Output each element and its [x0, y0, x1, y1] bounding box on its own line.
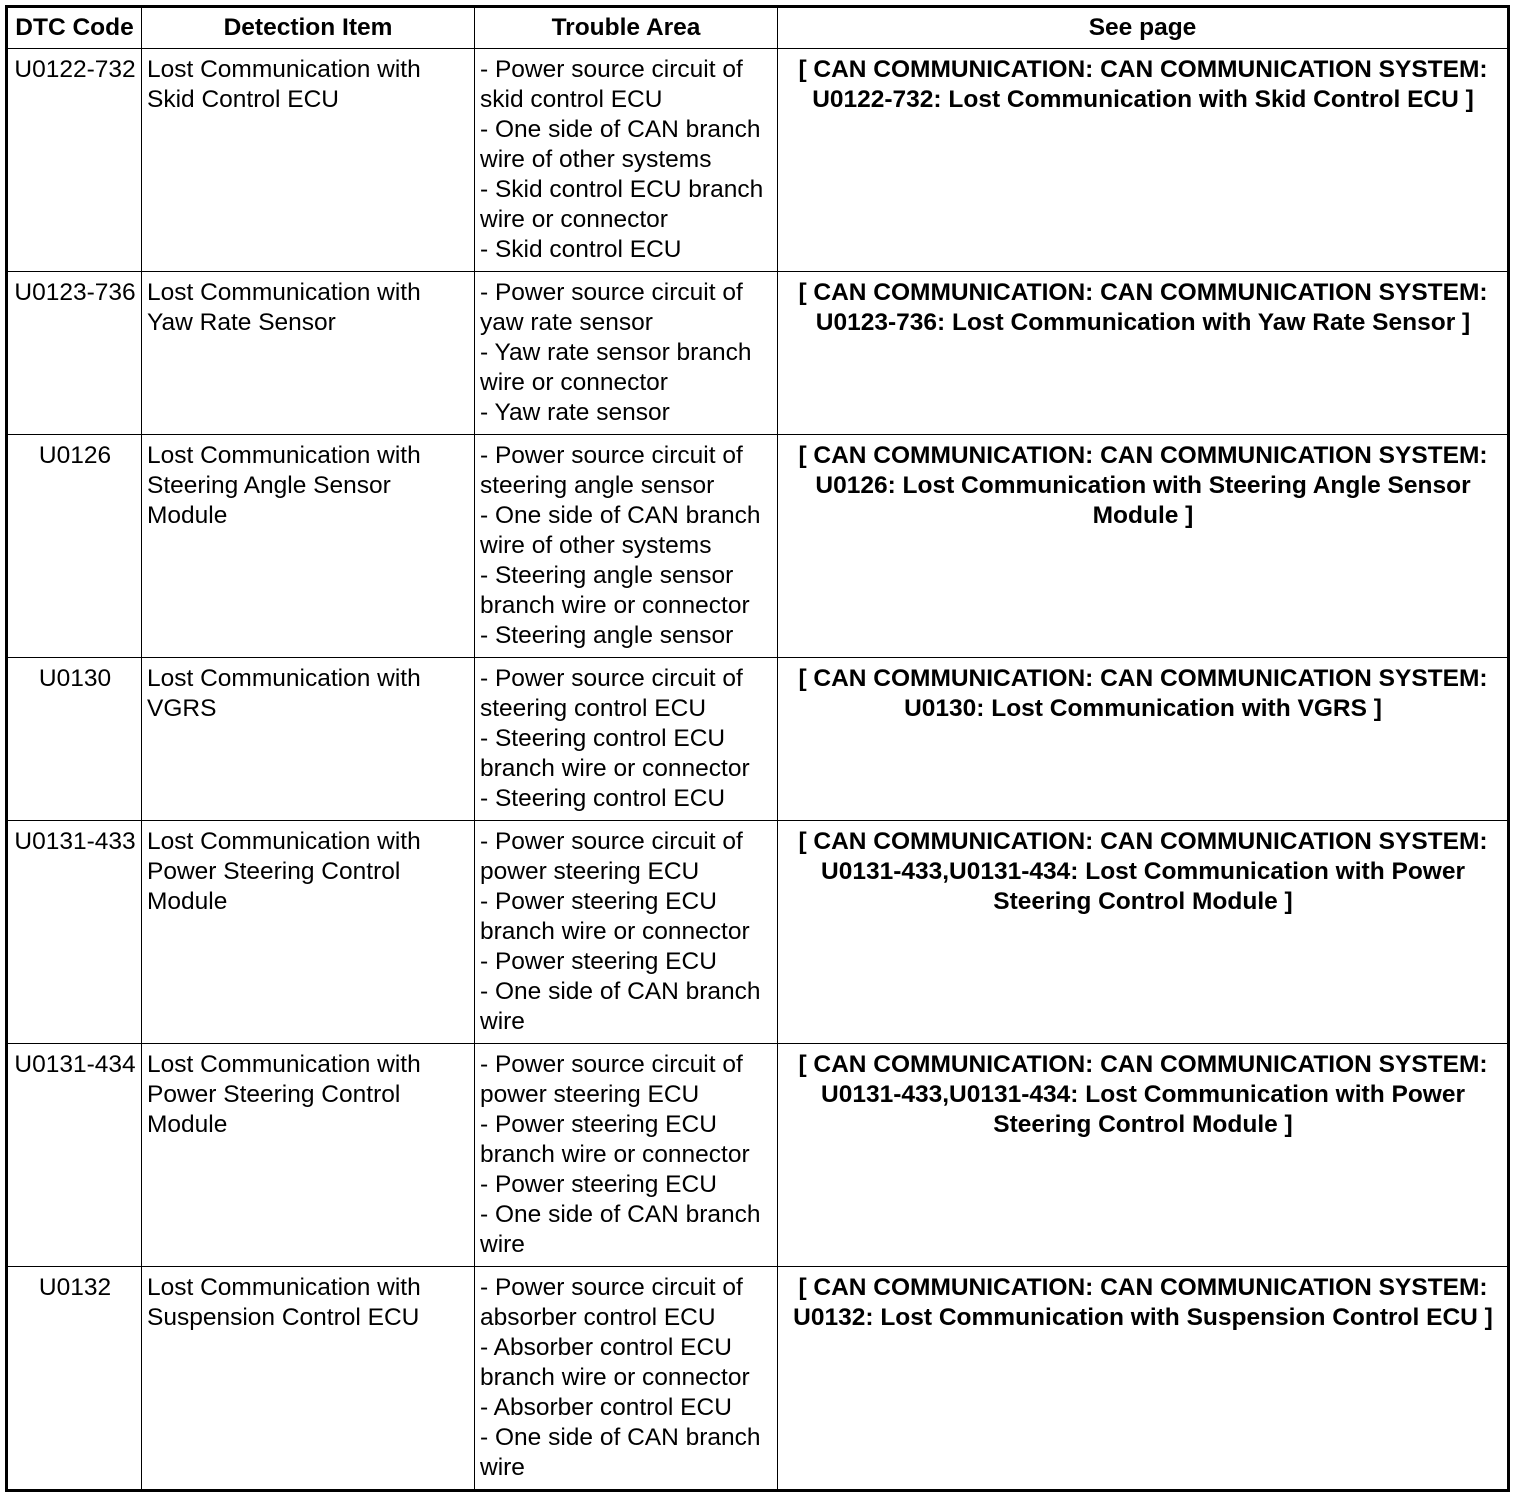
table-row	[7, 1267, 1509, 1491]
trouble-area-cell	[475, 1267, 778, 1491]
see-page-link[interactable]: [ CAN COMMUNICATION: CAN COMMUNICATION SYSTEM: U0122-732: Lost Communication with Skid Control ECU ]	[778, 49, 1509, 272]
table-body	[7, 49, 1509, 1491]
table-row	[7, 272, 1509, 435]
trouble-area-line: - Power source circuit of yaw rate sensor	[480, 279, 743, 336]
dtc-code-cell: U0123-736	[7, 272, 142, 435]
trouble-area-line: - Power source circuit of steering control ECU	[480, 665, 743, 722]
trouble-area-line: - Power source circuit of power steering ECU	[480, 1051, 743, 1108]
trouble-area-line: - Power source circuit of absorber control ECU	[480, 1274, 743, 1331]
header-trouble-area: Trouble Area	[475, 7, 778, 49]
trouble-area-cell	[475, 435, 778, 658]
trouble-area-line: - One side of CAN branch wire of other systems	[480, 502, 761, 559]
header-see-page: See page	[778, 7, 1509, 49]
table-row	[7, 658, 1509, 821]
trouble-area-line: - Steering angle sensor	[480, 622, 734, 649]
detection-item-cell: Lost Communication with Power Steering Control Module	[142, 1044, 475, 1267]
dtc-code-cell: U0122-732	[7, 49, 142, 272]
header-row	[7, 7, 1509, 49]
trouble-area-cell	[475, 272, 778, 435]
trouble-area-line: - Power steering ECU branch wire or connector	[480, 1111, 750, 1168]
table-row	[7, 49, 1509, 272]
trouble-area-line: - One side of CAN branch wire of other systems	[480, 116, 761, 173]
detection-item-cell: Lost Communication with Skid Control ECU	[142, 49, 475, 272]
detection-item-cell: Lost Communication with Yaw Rate Sensor	[142, 272, 475, 435]
dtc-code-cell: U0126	[7, 435, 142, 658]
trouble-area-line: - Absorber control ECU branch wire or connector	[480, 1334, 750, 1391]
dtc-code-cell: U0130	[7, 658, 142, 821]
header-detection-item: Detection Item	[142, 7, 475, 49]
trouble-area-line: - Steering control ECU branch wire or connector	[480, 725, 750, 782]
detection-item-cell: Lost Communication with VGRS	[142, 658, 475, 821]
see-page-link[interactable]: [ CAN COMMUNICATION: CAN COMMUNICATION SYSTEM: U0131-433,U0131-434: Lost Communication with Power Steering Control Module ]	[778, 1044, 1509, 1267]
trouble-area-line: - Power source circuit of skid control ECU	[480, 56, 743, 113]
dtc-code-cell: U0132	[7, 1267, 142, 1491]
trouble-area-line: - Power steering ECU branch wire or connector	[480, 888, 750, 945]
see-page-link[interactable]: [ CAN COMMUNICATION: CAN COMMUNICATION SYSTEM: U0126: Lost Communication with Steering Angle Sensor Module ]	[778, 435, 1509, 658]
trouble-area-line: - One side of CAN branch wire	[480, 1424, 761, 1481]
trouble-area-line: - Skid control ECU	[480, 236, 682, 263]
trouble-area-line: - Yaw rate sensor	[480, 399, 670, 426]
trouble-area-cell	[475, 658, 778, 821]
dtc-table	[5, 5, 1510, 1492]
header-dtc-code: DTC Code	[7, 7, 142, 49]
trouble-area-line: - Power source circuit of steering angle sensor	[480, 442, 743, 499]
trouble-area-cell	[475, 49, 778, 272]
trouble-area-line: - Steering control ECU	[480, 785, 726, 812]
see-page-link[interactable]: [ CAN COMMUNICATION: CAN COMMUNICATION SYSTEM: U0132: Lost Communication with Suspension Control ECU ]	[778, 1267, 1509, 1491]
see-page-link[interactable]: [ CAN COMMUNICATION: CAN COMMUNICATION SYSTEM: U0123-736: Lost Communication with Yaw Rate Sensor ]	[778, 272, 1509, 435]
table-row	[7, 435, 1509, 658]
trouble-area-line: - Power steering ECU	[480, 948, 717, 975]
trouble-area-line: - Power source circuit of power steering ECU	[480, 828, 743, 885]
table-row	[7, 1044, 1509, 1267]
trouble-area-cell	[475, 821, 778, 1044]
trouble-area-line: - One side of CAN branch wire	[480, 978, 761, 1035]
trouble-area-cell	[475, 1044, 778, 1267]
trouble-area-line: - Power steering ECU	[480, 1171, 717, 1198]
trouble-area-line: - Steering angle sensor branch wire or connector	[480, 562, 750, 619]
trouble-area-line: - Absorber control ECU	[480, 1394, 732, 1421]
table-row	[7, 821, 1509, 1044]
table-header	[7, 7, 1509, 49]
trouble-area-line: - Skid control ECU branch wire or connector	[480, 176, 764, 233]
detection-item-cell: Lost Communication with Steering Angle Sensor Module	[142, 435, 475, 658]
detection-item-cell: Lost Communication with Power Steering Control Module	[142, 821, 475, 1044]
trouble-area-line: - One side of CAN branch wire	[480, 1201, 761, 1258]
dtc-code-cell: U0131-433	[7, 821, 142, 1044]
dtc-code-cell: U0131-434	[7, 1044, 142, 1267]
trouble-area-line: - Yaw rate sensor branch wire or connector	[480, 339, 752, 396]
see-page-link[interactable]: [ CAN COMMUNICATION: CAN COMMUNICATION SYSTEM: U0131-433,U0131-434: Lost Communication with Power Steering Control Module ]	[778, 821, 1509, 1044]
see-page-link[interactable]: [ CAN COMMUNICATION: CAN COMMUNICATION SYSTEM: U0130: Lost Communication with VGRS ]	[778, 658, 1509, 821]
detection-item-cell: Lost Communication with Suspension Control ECU	[142, 1267, 475, 1491]
